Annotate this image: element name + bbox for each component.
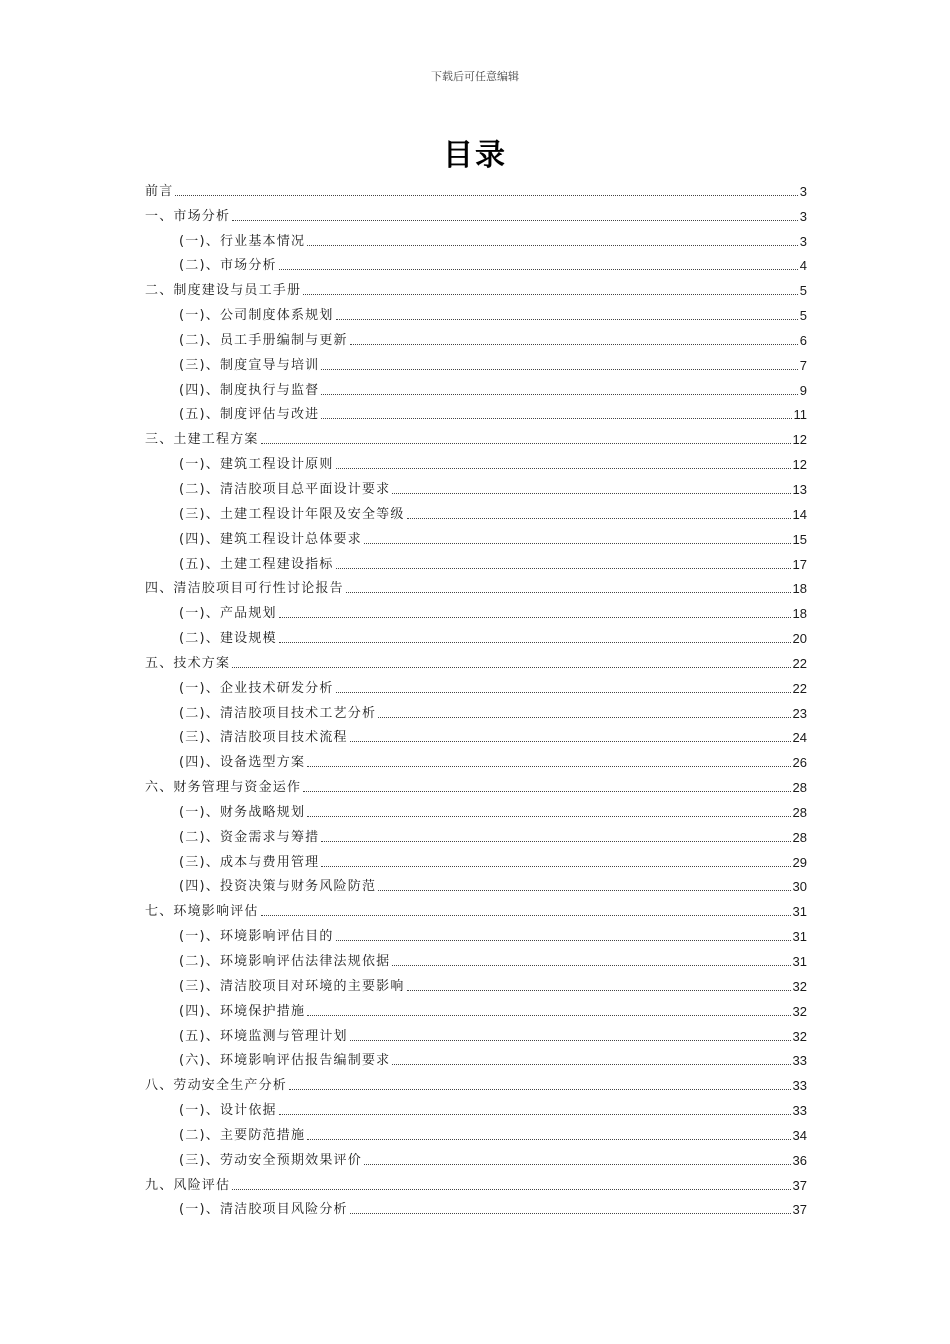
toc-entry[interactable] <box>145 548 807 573</box>
toc-entry-label: (四)、制度执行与监督 <box>179 382 320 398</box>
toc-entry-label: (四)、建筑工程设计总体要求 <box>179 531 362 547</box>
toc-entry-page-number: 33 <box>792 1078 807 1094</box>
toc-entry[interactable] <box>145 697 807 722</box>
toc-entry[interactable] <box>145 1144 807 1169</box>
toc-entry-label: (三)、清洁胶项目技术流程 <box>179 730 348 746</box>
toc-dot-leader <box>232 220 798 221</box>
toc-entry-page-number: 12 <box>792 457 807 473</box>
toc-entry-label: (二)、主要防范措施 <box>179 1127 306 1143</box>
toc-entry-page-number: 18 <box>792 581 807 597</box>
toc-entry-page-number: 13 <box>792 481 807 497</box>
toc-entry-label: 八、劳动安全生产分析 <box>145 1078 288 1094</box>
toc-entry-label: 九、风险评估 <box>145 1177 231 1193</box>
toc-entry-page-number: 3 <box>799 233 807 249</box>
toc-dot-leader <box>232 667 790 668</box>
toc-dot-leader <box>336 468 791 469</box>
toc-entry[interactable] <box>145 722 807 747</box>
toc-entry-page-number: 23 <box>792 705 807 721</box>
toc-entry-page-number: 37 <box>792 1202 807 1218</box>
toc-entry[interactable] <box>145 746 807 771</box>
toc-entry-page-number: 4 <box>799 258 807 274</box>
toc-dot-leader <box>279 642 791 643</box>
toc-entry-page-number: 33 <box>792 1103 807 1119</box>
toc-entry-label: (五)、制度评估与改进 <box>179 407 320 423</box>
toc-entry-page-number: 28 <box>792 804 807 820</box>
toc-entry-label: (五)、环境监测与管理计划 <box>179 1028 348 1044</box>
toc-dot-leader <box>307 245 798 246</box>
toc-entry-label: (四)、环境保护措施 <box>179 1003 306 1019</box>
toc-entry-label: (二)、市场分析 <box>179 258 277 274</box>
toc-dot-leader <box>407 990 791 991</box>
toc-entry[interactable] <box>145 1194 807 1219</box>
toc-dot-leader <box>303 791 790 792</box>
toc-entry-page-number: 32 <box>792 1003 807 1019</box>
toc-entry-page-number: 31 <box>792 954 807 969</box>
toc-entry-label: (二)、环境影响评估法律法规依据 <box>179 954 391 969</box>
toc-dot-leader <box>289 1089 791 1090</box>
toc-entry[interactable] <box>145 1045 807 1070</box>
toc-entry-page-number: 22 <box>792 680 807 696</box>
toc-entry[interactable] <box>145 672 807 697</box>
toc-dot-leader <box>336 940 791 941</box>
toc-entry[interactable] <box>145 895 807 920</box>
toc-entry-label: (一)、财务战略规划 <box>179 804 306 820</box>
toc-entry[interactable] <box>145 1169 807 1194</box>
toc-entry[interactable] <box>145 1119 807 1144</box>
toc-dot-leader <box>392 965 790 966</box>
toc-entry[interactable] <box>145 573 807 598</box>
toc-entry-label: (一)、设计依据 <box>179 1103 277 1119</box>
toc-entry[interactable] <box>145 175 807 200</box>
table-of-contents <box>145 175 807 1218</box>
toc-entry-label: 七、环境影响评估 <box>145 904 259 920</box>
toc-entry[interactable] <box>145 1094 807 1119</box>
toc-dot-leader <box>321 394 797 395</box>
toc-dot-leader <box>232 1189 790 1190</box>
toc-dot-leader <box>307 1015 790 1016</box>
toc-entry[interactable] <box>145 250 807 275</box>
toc-entry-page-number: 28 <box>792 780 807 796</box>
toc-entry-page-number: 26 <box>792 755 807 771</box>
toc-dot-leader <box>378 717 790 718</box>
toc-entry-page-number: 6 <box>799 332 807 348</box>
toc-entry-label: (一)、环境影响评估目的 <box>179 929 334 945</box>
toc-entry[interactable] <box>145 448 807 473</box>
toc-entry-label: 四、清洁胶项目可行性讨论报告 <box>145 581 344 597</box>
toc-entry-page-number: 17 <box>792 556 807 572</box>
toc-entry-label: (二)、清洁胶项目技术工艺分析 <box>179 705 377 721</box>
toc-entry[interactable] <box>145 970 807 995</box>
toc-entry-label: (一)、产品规划 <box>179 606 277 622</box>
toc-entry[interactable] <box>145 920 807 945</box>
toc-dot-leader <box>307 766 790 767</box>
toc-entry[interactable] <box>145 423 807 448</box>
toc-entry[interactable] <box>145 796 807 821</box>
toc-entry[interactable] <box>145 647 807 672</box>
toc-entry-label: (五)、土建工程建设指标 <box>179 556 334 572</box>
toc-entry[interactable] <box>145 945 807 970</box>
toc-entry-page-number: 7 <box>799 357 807 373</box>
toc-dot-leader <box>378 890 790 891</box>
toc-entry-label: (三)、制度宣导与培训 <box>179 357 320 373</box>
toc-entry[interactable] <box>145 225 807 250</box>
toc-dot-leader <box>261 443 791 444</box>
toc-entry-label: (四)、设备选型方案 <box>179 755 306 771</box>
toc-dot-leader <box>279 269 798 270</box>
toc-entry-page-number: 12 <box>792 432 807 448</box>
toc-entry[interactable] <box>145 1069 807 1094</box>
toc-dot-leader <box>321 866 790 867</box>
toc-entry[interactable] <box>145 374 807 399</box>
toc-entry[interactable] <box>145 771 807 796</box>
toc-entry[interactable] <box>145 274 807 299</box>
toc-entry-page-number: 24 <box>792 730 807 746</box>
toc-entry-label: (三)、成本与费用管理 <box>179 854 320 870</box>
toc-entry[interactable] <box>145 1020 807 1045</box>
page-header-note: 下载后可任意编辑 <box>431 70 519 83</box>
toc-entry-page-number: 3 <box>799 208 807 224</box>
toc-dot-leader <box>307 1139 790 1140</box>
toc-entry-page-number: 31 <box>792 904 807 920</box>
toc-entry-label: (一)、建筑工程设计原则 <box>179 457 334 473</box>
toc-dot-leader <box>321 418 791 419</box>
toc-entry-label: (二)、清洁胶项目总平面设计要求 <box>179 481 391 497</box>
toc-dot-leader <box>279 617 791 618</box>
toc-dot-leader <box>303 294 798 295</box>
toc-entry-label: (三)、清洁胶项目对环境的主要影响 <box>179 978 405 994</box>
toc-entry-label: (一)、公司制度体系规划 <box>179 308 334 324</box>
toc-entry-page-number: 30 <box>792 879 807 895</box>
toc-dot-leader <box>392 1064 790 1065</box>
toc-entry-label: (三)、土建工程设计年限及安全等级 <box>179 506 405 522</box>
toc-entry[interactable] <box>145 995 807 1020</box>
toc-dot-leader <box>336 319 798 320</box>
toc-entry-label: 二、制度建设与员工手册 <box>145 283 302 299</box>
toc-dot-leader <box>321 841 790 842</box>
toc-entry-page-number: 34 <box>792 1127 807 1143</box>
toc-dot-leader <box>350 1213 791 1214</box>
toc-entry-page-number: 32 <box>792 978 807 994</box>
toc-entry[interactable] <box>145 200 807 225</box>
toc-entry-label: (二)、员工手册编制与更新 <box>179 332 348 348</box>
toc-dot-leader <box>346 592 791 593</box>
toc-entry-label: 六、财务管理与资金运作 <box>145 780 302 796</box>
toc-dot-leader <box>407 518 791 519</box>
toc-entry-page-number: 20 <box>792 631 807 647</box>
toc-entry-page-number: 15 <box>792 531 807 547</box>
toc-entry-label: (二)、资金需求与筹措 <box>179 829 320 845</box>
toc-entry[interactable] <box>145 299 807 324</box>
toc-entry[interactable] <box>145 846 807 871</box>
toc-dot-leader <box>336 692 791 693</box>
toc-dot-leader <box>175 195 797 196</box>
toc-dot-leader <box>261 915 791 916</box>
toc-entry-page-number: 9 <box>799 382 807 398</box>
toc-dot-leader <box>364 1164 791 1165</box>
toc-dot-leader <box>321 369 797 370</box>
toc-entry-page-number: 5 <box>799 283 807 299</box>
toc-dot-leader <box>336 568 791 569</box>
toc-entry-page-number: 22 <box>792 655 807 671</box>
toc-dot-leader <box>364 543 791 544</box>
toc-entry-page-number: 5 <box>799 308 807 324</box>
toc-entry-page-number: 29 <box>792 854 807 870</box>
toc-entry-label: (四)、投资决策与财务风险防范 <box>179 879 377 895</box>
toc-entry-page-number: 14 <box>792 506 807 522</box>
toc-entry[interactable] <box>145 871 807 896</box>
toc-dot-leader <box>350 1040 791 1041</box>
toc-dot-leader <box>350 344 798 345</box>
toc-entry-label: (一)、行业基本情况 <box>179 233 306 249</box>
toc-entry-label: (一)、企业技术研发分析 <box>179 680 334 696</box>
toc-entry-label: 五、技术方案 <box>145 655 231 671</box>
toc-dot-leader <box>392 493 790 494</box>
toc-entry-page-number: 18 <box>792 606 807 622</box>
toc-entry-label: (二)、建设规模 <box>179 631 277 647</box>
toc-entry-page-number: 31 <box>792 929 807 945</box>
toc-entry-page-number: 33 <box>792 1053 807 1069</box>
toc-entry-page-number: 32 <box>792 1028 807 1044</box>
page-title: 目录 <box>443 138 507 173</box>
toc-entry-label: 前言 <box>145 183 174 199</box>
toc-entry-page-number: 3 <box>799 183 807 199</box>
toc-entry-page-number: 36 <box>792 1152 807 1168</box>
toc-entry-label: (六)、环境影响评估报告编制要求 <box>179 1053 391 1069</box>
toc-entry-label: 一、市场分析 <box>145 208 231 224</box>
toc-dot-leader <box>279 1114 791 1115</box>
toc-entry[interactable] <box>145 324 807 349</box>
toc-entry[interactable] <box>145 498 807 523</box>
toc-entry[interactable] <box>145 473 807 498</box>
toc-entry[interactable] <box>145 821 807 846</box>
toc-entry-label: (三)、劳动安全预期效果评价 <box>179 1152 362 1168</box>
toc-entry[interactable] <box>145 622 807 647</box>
toc-entry[interactable] <box>145 349 807 374</box>
toc-entry[interactable] <box>145 523 807 548</box>
toc-entry-page-number: 28 <box>792 829 807 845</box>
toc-entry-page-number: 11 <box>793 407 807 423</box>
toc-dot-leader <box>307 816 790 817</box>
toc-entry-label: (一)、清洁胶项目风险分析 <box>179 1202 348 1218</box>
toc-dot-leader <box>350 741 791 742</box>
toc-entry[interactable] <box>145 597 807 622</box>
toc-entry[interactable] <box>145 399 807 424</box>
toc-entry-page-number: 37 <box>792 1177 807 1193</box>
toc-entry-label: 三、土建工程方案 <box>145 432 259 448</box>
